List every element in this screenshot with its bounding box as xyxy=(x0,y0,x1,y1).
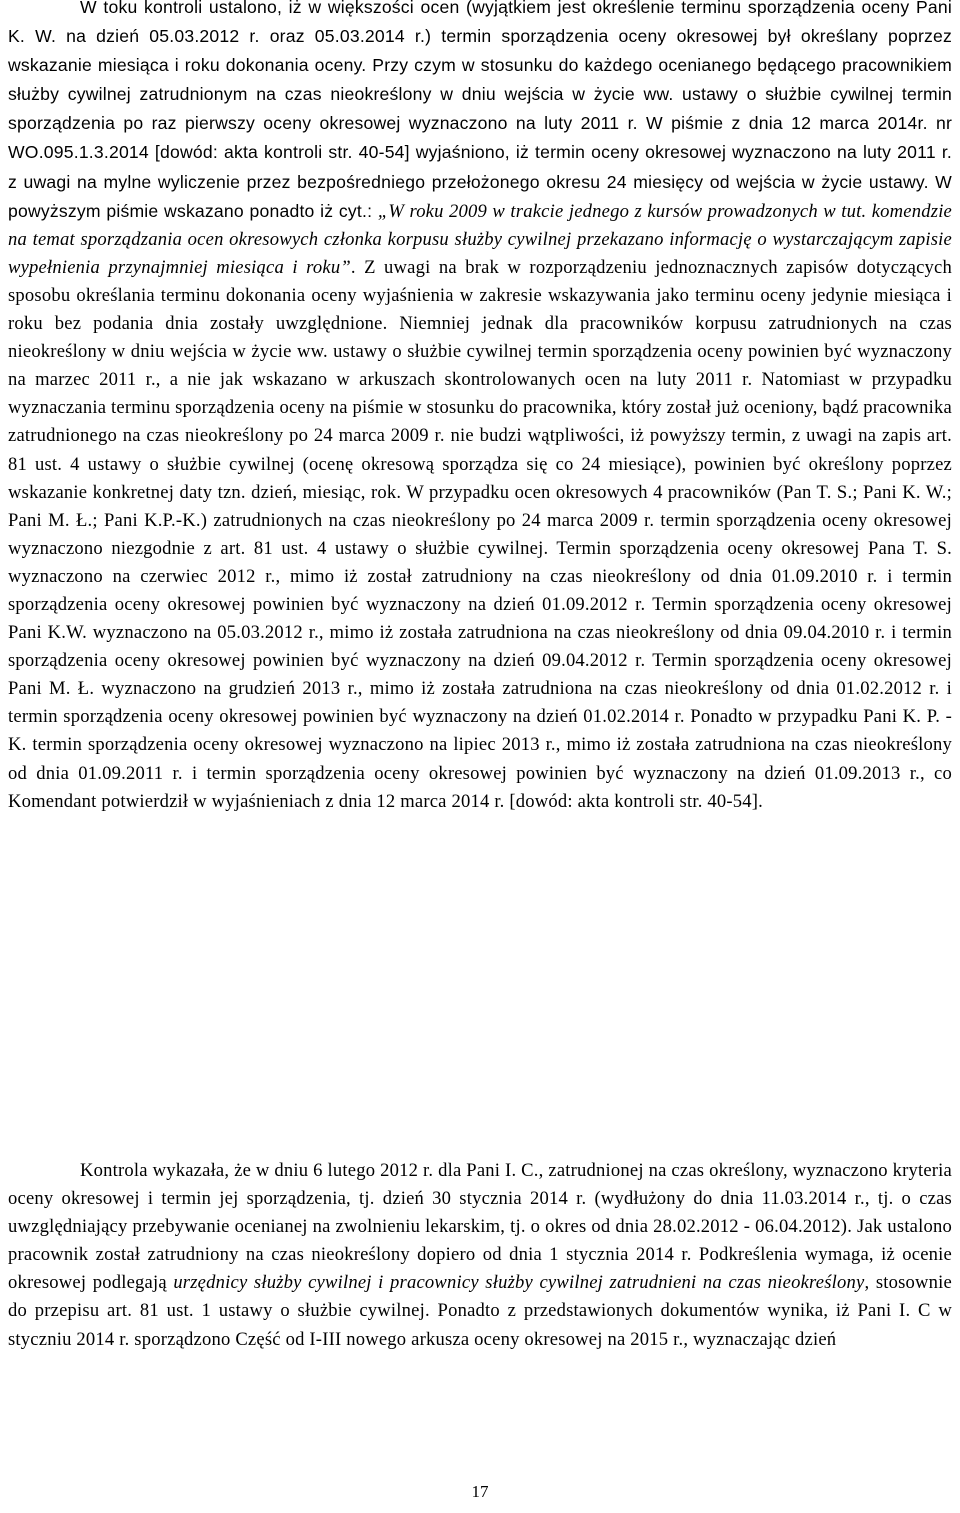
body-paragraph-2 xyxy=(8,1157,952,1354)
page-number: 17 xyxy=(471,1482,489,1501)
paragraph-2-run-3: , stosownie do przepisu art. 81 ust. 1 ustawy o służbie cywilnej. Ponadto z przedstawionych dokumentów wynika, iż Pani I. C w styczniu 2014 r. sporządzono Część od I-III nowego arkusza oceny okresowej na 2015 r., wyznaczając dzień xyxy=(8,1272,952,1350)
paragraph-2-italic-run: urzędnicy służby cywilnej i pracownicy służby cywilnej zatrudnieni na czas nieokreślony xyxy=(173,1272,865,1294)
body-paragraph-1 xyxy=(8,0,952,816)
paragraph-2-run-1: Kontrola wykazała, że w dniu 6 lutego 2012 r. dla Pani I. C., zatrudnionej na czas określony, wyznaczono kryteria oceny okresowej i termin jej sporządzenia, tj. dzień 30 stycznia 2014 r. (wydłużony do dnia 11.03.2014 r., tj. o czas uwzględniający przebywanie ocenianej na zwolnieniu lekarskim, tj. o okres od dnia 28.02.2012 - 06.04.2012). Jak ustalono pracownik został zatrudniony na czas nieokreślony dopiero od dnia 1 stycznia 2014 r. Podkreślenia wymaga, iż ocenie okresowej podlegają xyxy=(8,1160,952,1294)
paragraph-1-italic-quote: „W roku 2009 w trakcie jednego z kursów prowadzonych w tut. komendzie na temat sporządzania ocen okresowych członka korpusu służby cywilnej przekazano informację o wystarczającym zapisie wypełnienia przynajmniej miesiąca i roku” xyxy=(8,200,953,278)
paragraph-1-sans-run: W toku kontroli ustalono, iż w większości ocen (wyjątkiem jest określenie terminu sporządzenia oceny Pani K. W. na dzień 05.03.2012 r. oraz 05.03.2014 r.) termin sporządzenia oceny okresowej był określany poprzez wskazanie miesiąca i roku dokonania oceny. Przy czym w stosunku do każdego ocenianego będącego pracownikiem służby cywilnej zatrudnionym na czas nieokreślony w dniu wejścia w życie ww. ustawy o służbie cywilnej termin sporządzenia po raz pierwszy oceny okresowej wyznaczono na luty 2011 r. W piśmie z dnia 12 marca 2014r. nr WO.095.1.3.2014 [dowód: akta kontroli str. 40-54] wyjaśniono, iż termin oceny okresowej wyznaczono na luty 2011 r. z uwagi na mylne wyliczenie przez bezpośredniego przełożonego okresu 24 miesięcy od wejścia w życie ustawy. W powyższym piśmie wskazano ponadto iż cyt.: xyxy=(8,0,952,221)
paragraph-1-body-run: . Z uwagi na brak w rozporządzeniu jednoznacznych zapisów dotyczących sposobu określania terminu dokonania oceny wyjaśnienia w zakresie wskazywania jako terminu oceny jedynie miesiąca i roku bez podania dnia zostały uwzględnione. Niemniej jednak dla pracowników korpusu zatrudnionych na czas nieokreślony w dniu wejścia w życie ww. ustawy o służbie cywilnej termin sporządzenia oceny powinien być wyznaczony na marzec 2011 r., a nie jak wskazano w arkuszach skontrolowanych ocen na luty 2011 r. Natomiast w przypadku wyznaczania terminu sporządzenia oceny na piśmie w stosunku do pracownika, który został już oceniony, bądź pracownika zatrudnionego na czas nieokreślony po 24 marca 2009 r. nie budzi wątpliwości, iż powyższy termin, z uwagi na zapis art. 81 ust. 4 ustawy o służbie cywilnej (ocenę okresową sporządza się co 24 miesiące), powinien być określony poprzez wskazanie konkretnej daty tzn. dzień, miesiąc, rok. W przypadku ocen okresowych 4 pracowników (Pan T. S.; Pani K. W.; Pani M. Ł.; Pani K.P.-K.) zatrudnionych na czas nieokreślony po 24 marca 2009 r. termin sporządzenia oceny okresowej wyznaczono niezgodnie z art. 81 ust. 4 ustawy o służbie cywilnej. Termin sporządzenia oceny okresowej Pana T. S. wyznaczono na czerwiec 2012 r., mimo iż został zatrudniony na czas nieokreślony od dnia 01.09.2010 r. i termin sporządzenia oceny okresowej powinien być wyznaczony na dzień 01.09.2012 r. Termin sporządzenia oceny okresowej Pani K.W. wyznaczono na 05.03.2012 r., mimo iż została zatrudniona na czas nieokreślony od dnia 09.04.2010 r. i termin sporządzenia oceny okresowej powinien być wyznaczony na dzień 09.04.2012 r. Termin sporządzenia oceny okresowej Pani M. Ł. wyznaczono na grudzień 2013 r., mimo iż została zatrudniona na czas nieokreślony od dnia 01.02.2012 r. i termin sporządzenia oceny okresowej powinien być wyznaczony na dzień 01.02.2014 r. Ponadto w przypadku Pani K. P. - K. termin sporządzenia oceny okresowej wyznaczono na lipiec 2013 r., mimo iż została zatrudniona na czas nieokreślony od dnia 01.09.2011 r. i termin sporządzenia oceny okresowej powinien być wyznaczony na dzień 01.09.2013 r., co Komendant potwierdził w wyjaśnieniach z dnia 12 marca 2014 r. [dowód: akta kontroli str. 40-54]. xyxy=(8,256,952,812)
